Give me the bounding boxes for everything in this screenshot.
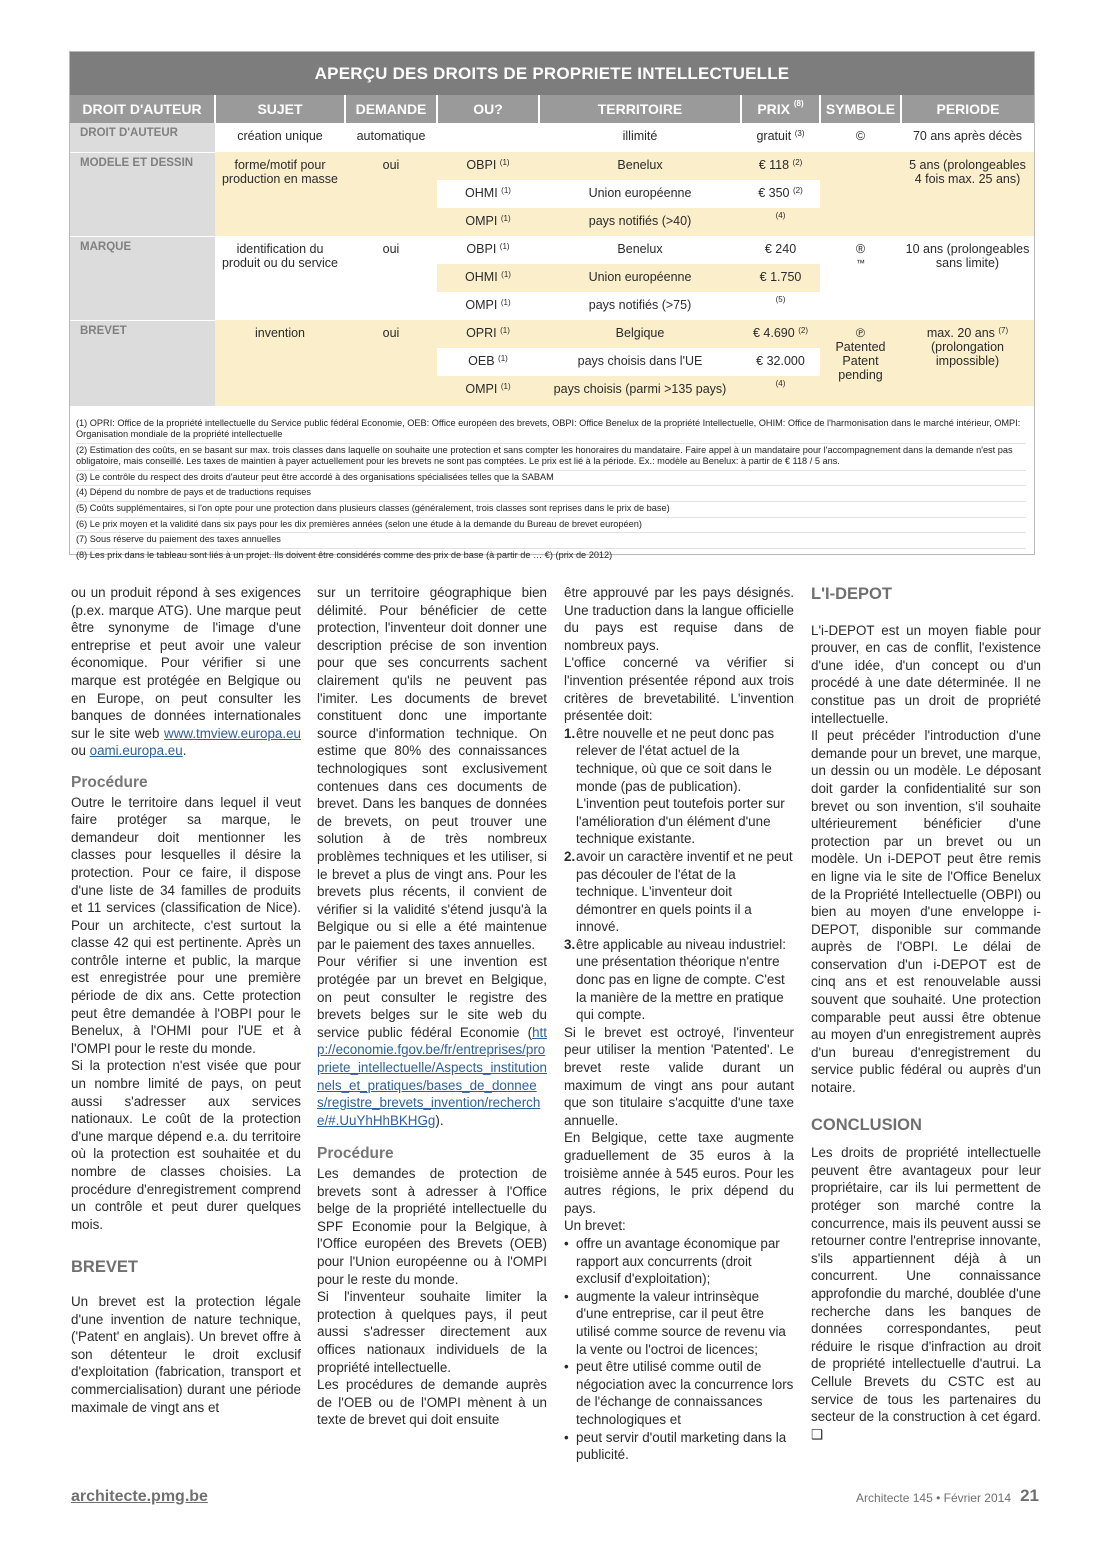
cell-symbole	[820, 236, 901, 320]
table-row-modele	[70, 152, 1034, 180]
cell-prix	[741, 320, 820, 348]
tmview-link[interactable]: www.tmview.europa.eu	[164, 725, 301, 741]
cell-prix-note: (2)	[798, 326, 808, 335]
cell-prix-note: (4)	[775, 379, 786, 388]
cell-ou-note: (1)	[498, 354, 508, 363]
cell-prix-value: gratuit	[756, 129, 792, 143]
list-text: être nouvelle et ne peut donc pas relever de l'état actuel de la technique, où que ce soit dans le monde (pas de publication). L'invention peut toutefois porter sur l'amélioration d'un élément d'une technique existante.	[576, 725, 785, 847]
paragraph: L'office concerné va vérifier si l'invention présentée répond aux trois critères de brevetabilité. L'invention présentée doit:	[564, 655, 794, 724]
table-title: APERÇU DES DROITS DE PROPRIETE INTELLECTUELLE	[70, 52, 1034, 95]
cell-ou	[437, 292, 539, 320]
cell-territoire: pays notifiés (>75)	[539, 292, 741, 320]
paragraph-text: ou	[71, 743, 90, 759]
cell-demande: oui	[345, 320, 437, 406]
cell-ou-value: OHMI	[465, 270, 498, 284]
list-number: 2.	[564, 848, 576, 864]
section-heading-conclusion: CONCLUSION	[811, 1115, 922, 1134]
list-text: avoir un caractère inventif et ne peut pas découler de l'état de la technique. L'inventeur doit démontrer en quels points il a innové.	[576, 848, 793, 935]
cell-demande: automatique	[345, 123, 437, 152]
footnote: (3) Le contrôle du respect des droits d'auteur peut être accordé à des organisations spécialisées telles que la SABAM	[76, 471, 1026, 487]
cell-prix	[741, 123, 820, 152]
paragraph: Les procédures de demande auprès de l'OEB ou de l'OMPI mènent à un texte de brevet qui doit ensuite	[317, 1377, 547, 1428]
ipr-overview-box	[69, 51, 1035, 560]
cell-ou-note: (1)	[499, 158, 510, 167]
paragraph: Outre le territoire dans lequel il veut faire protéger sa marque, le demandeur doit mentionner les classes pour lesquelles il désire la protection. Pour ce faire, il dispose d'une liste de 34 familles de produits et 11 services (classification de Nice). Pour un architecte, c'est surtout la classe 42 qui est pertinente. Après un contrôle interne et public, la marque est enregistrée pour une première période de dix ans. Cette protection peut être demandée à l'OBPI pour le Benelux, à l'OHMI pour l'UE et à l'OMPI pour le reste du monde.	[71, 794, 301, 1056]
article-column-3	[564, 584, 794, 1464]
header-periode: PERIODE	[901, 95, 1034, 123]
row-label: MARQUE	[70, 236, 215, 320]
cell-prix-note: (4)	[775, 211, 786, 220]
cell-ou	[437, 376, 539, 406]
list-text: être applicable au niveau industriel: une présentation théorique n'entre donc pas en ligne de compte. C'est la manière de la mettre en pratique qui compte.	[576, 936, 786, 1023]
paragraph: Un brevet est la protection légale d'une invention de nature technique, ('Patent' en anglais). Un brevet offre à son détenteur le droit exclusif d'exploitation (fabrication, transport et commercialisation) durant une période maximale de vingt ans et	[71, 1293, 301, 1415]
cell-ou	[437, 236, 539, 264]
cell-territoire: Benelux	[539, 236, 741, 264]
footer-issue: Architecte 145 • Février 2014	[856, 1491, 1011, 1505]
paragraph	[317, 953, 547, 1129]
cell-prix-note: (5)	[775, 295, 786, 304]
cell-periode	[901, 320, 1034, 406]
section-heading-procedure: Procédure	[71, 773, 148, 791]
paragraph-text: Pour vérifier si une invention est protégée par un brevet en Belgique, on peut consulter le registre des brevets belges sur le site web du service public fédéral Economie (	[317, 954, 547, 1040]
header-prix-label: PRIX	[757, 101, 790, 117]
header-demande: DEMANDE	[345, 95, 437, 123]
cell-ou-value: OHMI	[465, 186, 498, 200]
footer-site-link[interactable]: architecte.pmg.be	[71, 1488, 208, 1505]
cell-ou	[437, 180, 539, 208]
row-label: DROIT D'AUTEUR	[70, 123, 215, 152]
paragraph-text: .	[182, 743, 187, 759]
trademark-symbol: ™	[856, 258, 865, 268]
cell-ou	[437, 348, 539, 376]
cell-territoire: pays choisis dans l'UE	[539, 348, 741, 376]
cell-prix-note: (3)	[794, 129, 805, 138]
paragraph: En Belgique, cette taxe augmente graduellement de 35 euros à la troisième année à 545 euros. Pour les autres régions, le prix dépend du pays.	[564, 1130, 794, 1216]
header-droit: DROIT D'AUTEUR	[70, 95, 215, 123]
cell-prix	[741, 152, 820, 180]
footnote: (1) OPRI: Office de la propriété intellectuelle du Service public fédéral Economie, OEB: Office européen des brevets, OBPI: Office Benelux de la propriété Intellectuelle, OHIM: Office de l'harmonisation dans le marché intérieur, OMPI: Organisation mondiale de la propriété intellectuelle	[76, 417, 1026, 444]
periode-detail: (prolongation impossible)	[931, 340, 1004, 368]
cell-ou-note: (1)	[500, 382, 511, 391]
cell-prix: € 1.750	[741, 264, 820, 292]
paragraph-text: Les droits de propriété intellectuelle peuvent être avantageux pour leur propriétaire, car ils lui permettent de protéger son marché contre la concurrence, mais ils peuvent aussi se retourner contre l'entreprise innovante, s'ils appartiennent déjà à un concurrent. Une connaissance approfondie du marché, doublée d'une recherche dans les banques de données correspondantes, peut réduire le risque d'infraction au droit de propriété intellectuelle d'autrui. La Cellule Brevets du CSTC est au service de tous les partenaires du secteur de la construction à cet égard.	[811, 1145, 1041, 1425]
patent-symbol: ℗	[855, 326, 866, 340]
cell-ou-value: OMPI	[465, 298, 498, 312]
cell-prix-note: (2)	[792, 158, 803, 167]
cell-prix	[741, 292, 820, 320]
section-heading-brevet: BREVET	[71, 1258, 138, 1277]
paragraph: Si le brevet est octroyé, l'inventeur peur utiliser la mention 'Patented'. Le brevet reste valide durant un maximum de vingt ans pour autant que son titulaire s'acquitte d'une taxe annuelle.	[564, 1024, 794, 1128]
paragraph	[71, 584, 301, 760]
article-column-4	[811, 582, 1041, 1443]
periode-note: (7)	[998, 326, 1009, 335]
list-number: 3.	[564, 936, 576, 952]
paragraph: être approuvé par les pays désignés. Une traduction dans la langue officielle du pays est requise dans de nombreux pays.	[564, 585, 794, 653]
table-row-brevet	[70, 320, 1034, 348]
end-mark-icon: ❑	[811, 1426, 824, 1442]
table-header-row	[70, 95, 1034, 123]
cell-ou-value: OBPI	[466, 158, 497, 172]
header-prix-note: (8)	[793, 99, 804, 108]
list-text: offre un avantage économique par rapport aux concurrents (droit exclusif d'exploitation);	[576, 1235, 780, 1287]
cell-prix: € 240	[741, 236, 820, 264]
list-text: peut servir d'outil marketing dans la publicité.	[576, 1429, 787, 1463]
list-text: augmente la valeur intrinsèque d'une entreprise, car il peut être utilisé comme source de revenu via la vente ou l'octroi de licences;	[576, 1288, 786, 1357]
cell-sujet: création unique	[215, 123, 345, 152]
cell-prix-note: (2)	[792, 186, 803, 195]
section-heading-idepot: L'I-DEPOT	[811, 585, 892, 603]
footnote: (4) Dépend du nombre de pays et de traductions requises	[76, 486, 1026, 502]
cell-demande: oui	[345, 152, 437, 236]
footnote: (5) Coûts supplémentaires, si l'on opte pour une protection dans plusieurs classes (généralement, trois classes sont reprises dans le prix de base)	[76, 502, 1026, 518]
cell-ou-note: (1)	[500, 326, 510, 335]
cell-ou-note: (1)	[500, 298, 511, 307]
cell-territoire: pays choisis (parmi >135 pays)	[539, 376, 741, 406]
cell-prix	[741, 208, 820, 236]
cell-territoire: Union européenne	[539, 180, 741, 208]
list-number: 1.	[564, 725, 576, 741]
cell-territoire: pays notifiés (>40)	[539, 208, 741, 236]
economie-registry-link[interactable]: http://economie.fgov.be/fr/entreprises/propriete_intellectuelle/Aspects_institutionnels_et_pratiques/bases_de_donnees/registre_brevets_invention/recherche/#.UuYhHhBKHGg	[317, 1024, 548, 1128]
registered-symbol: ®	[855, 242, 866, 256]
cell-prix-value: € 4.690	[753, 326, 795, 340]
table-row-droit-auteur	[70, 123, 1034, 152]
cell-prix	[741, 180, 820, 208]
cell-symbole: ©	[820, 123, 901, 152]
cell-periode: 70 ans après décès	[901, 123, 1034, 152]
header-territoire: TERRITOIRE	[539, 95, 741, 123]
paragraph: L'i-DEPOT est un moyen fiable pour prouver, en cas de conflit, l'existence d'une idée, d'un concept ou d'un procédé à une date déterminée. Il ne constitue pas un droit de propriété intellectuelle.	[811, 622, 1041, 726]
cell-ou-value: OMPI	[465, 214, 498, 228]
cell-ou-note: (1)	[501, 186, 511, 195]
footnote: (8) Les prix dans le tableau sont liés à un projet. Ils doivent être considérés comme des prix de base (à partir de … €) (prix de 2012)	[76, 549, 613, 560]
table-row-marque	[70, 236, 1034, 264]
cell-ou-note: (1)	[500, 214, 511, 223]
cell-territoire: Benelux	[539, 152, 741, 180]
periode-value: max. 20 ans	[926, 326, 995, 340]
list-item	[564, 848, 794, 936]
list-item	[564, 725, 794, 848]
cell-symbole	[820, 152, 901, 236]
cell-prix	[741, 376, 820, 406]
cell-territoire: Union européenne	[539, 264, 741, 292]
cell-ou	[437, 264, 539, 292]
article-column-2	[317, 584, 547, 1429]
list-text: peut être utilisé comme outil de négociation avec la concurrence lors de l'échange de connaissances technologiques et	[576, 1359, 794, 1427]
cell-prix-value: € 118	[758, 158, 790, 172]
header-sujet: SUJET	[215, 95, 345, 123]
cell-ou	[437, 123, 539, 152]
paragraph: Un brevet:	[564, 1218, 626, 1234]
bullet-icon: •	[564, 1359, 569, 1375]
patented-label: Patented	[835, 340, 886, 354]
cell-prix-value: € 350	[758, 186, 790, 200]
paragraph: Les demandes de protection de brevets sont à adresser à l'Office belge de la propriété intellectuelle du SPF Economie pour la Belgique, à l'Office européen des Brevets (OEB) pour l'Union européenne ou à l'OMPI pour le reste du monde.	[317, 1166, 547, 1287]
oami-link[interactable]: oami.europa.eu	[89, 743, 183, 759]
cell-sujet: invention	[215, 320, 345, 406]
list-item	[564, 1429, 794, 1464]
list-item	[564, 936, 794, 1024]
cell-ou	[437, 320, 539, 348]
bullet-icon: •	[564, 1235, 569, 1251]
footnote: (6) Le prix moyen et la validité dans six pays pour les dix premières années (selon une étude à la demande du Bureau de brevet européen)	[76, 518, 1026, 534]
cell-territoire: illimité	[539, 123, 741, 152]
cell-ou-note: (1)	[501, 270, 511, 279]
header-ou: OU?	[437, 95, 539, 123]
bullet-icon: •	[564, 1288, 569, 1304]
header-symbole: SYMBOLE	[820, 95, 901, 123]
cell-prix: € 32.000	[741, 348, 820, 376]
page-number: 21	[1020, 1486, 1039, 1505]
cell-periode: 10 ans (prolongeables sans limite)	[901, 236, 1034, 320]
row-label: BREVET	[70, 320, 215, 406]
cell-territoire: Belgique	[539, 320, 741, 348]
article-column-1	[71, 584, 301, 1416]
patent-pending-label: Patent pending	[838, 354, 883, 382]
list-item	[564, 1235, 794, 1288]
paragraph: Si l'inventeur souhaite limiter la protection à quelques pays, il peut aussi s'adresser directement aux offices nationaux individuels de la propriété intellectuelle.	[317, 1289, 547, 1375]
footnote: (2) Estimation des coûts, en se basant sur max. trois classes dans laquelle on souhaite une protection et sans compter les honoraires du mandataire. Faire appel à un mandataire pour l'accompagnement dans la demande n'est pas obligatoire, mais conseillé. Les taxes de maintien à payer actuellement pour les brevets ne sont pas comptées. Le prix est lié à la période. Ex.: modèle au Benelux: à partir de € 118 / 5 ans.	[76, 444, 1026, 471]
table-footnotes	[70, 407, 1034, 564]
cell-sujet: identification du produit ou du service	[215, 236, 345, 320]
cell-sujet: forme/motif pour production en masse	[215, 152, 345, 236]
cell-ou	[437, 208, 539, 236]
cell-ou-value: OEB	[468, 354, 495, 368]
cell-ou	[437, 152, 539, 180]
cell-demande: oui	[345, 236, 437, 320]
cell-symbole	[820, 320, 901, 406]
footnote: (7) Sous réserve du paiement des taxes annuelles	[76, 533, 1026, 549]
list-item	[564, 1288, 794, 1358]
cell-ou-value: OMPI	[465, 382, 498, 396]
paragraph	[811, 1144, 1041, 1443]
row-label: MODELE ET DESSIN	[70, 152, 215, 236]
paragraph-text: ).	[435, 1112, 444, 1128]
paragraph-text: ou un produit répond à ses exigences (p.ex. marque ATG). Une marque peut être synonyme de l'image d'une entreprise et peut avoir une valeur économique. Pour vérifier si une marque est protégée en Belgique ou en Europe, on peut consulter les banques de données internationales sur le site web	[71, 585, 301, 741]
bullet-icon: •	[564, 1429, 569, 1445]
header-prix	[741, 95, 820, 123]
paragraph: Il peut précéder l'introduction d'une demande pour un brevet, une marque, un dessin ou un modèle. Le déposant doit garder la confidentialité sur son brevet ou son invention, s'il souhaite ultérieurement bénéficier d'une protection par un brevet ou un modèle. Un i-DEPOT peut être remis en ligne via le site de l'Office Benelux de la Propriété Intellectuelle (OBPI) ou bien au moyen d'une enveloppe i-DEPOT, disponible sur commande auprès de l'OBPI. Le délai de conservation d'un i-DEPOT est de cinq ans et est renouvelable aussi souvent que souhaité. Une protection comparable peut aussi être obtenue au moyen d'un enregistrement auprès d'un bureau d'enregistrement du service public fédéral ou auprès d'un notaire.	[811, 728, 1041, 1096]
section-heading-procedure: Procédure	[317, 1145, 394, 1163]
paragraph: Si la protection n'est visée que pour un nombre limité de pays, on peut aussi s'adresser aux services nationaux. Le coût de la protection d'une marque dépend e.a. du territoire où la protection est souhaitée et du nombre de classes choisies. La procédure d'enregistrement comprend un contrôle et peut durer quelques mois.	[71, 1058, 301, 1232]
cell-periode: 5 ans (prolongeables 4 fois max. 25 ans)	[901, 152, 1034, 236]
cell-ou-value: OPRI	[466, 326, 497, 340]
ipr-table	[70, 95, 1034, 407]
cell-ou-value: OBPI	[466, 242, 497, 256]
cell-ou-note: (1)	[499, 242, 510, 251]
paragraph: sur un territoire géographique bien délimité. Pour bénéficier de cette protection, l'inventeur doit donner une description précise de son invention pour que ses concurrents sachent clairement qu'ils ne peuvent pas l'imiter. Les documents de brevet constituent donc une importante source d'information technique. On estime que 80% des connaissances technologiques sont exclusivement contenues dans ces documents de brevet. Dans les banques de données de brevets, on peut trouver une solution à de très nombreux problèmes techniques et les utiliser, si le brevet a plus de vingt ans. Pour les brevets plus récents, il convient de vérifier si la validité s'étend jusqu'à la Belgique ou si elle a été maintenue par le paiement des taxes annuelles.	[317, 585, 547, 952]
list-item	[564, 1358, 794, 1428]
